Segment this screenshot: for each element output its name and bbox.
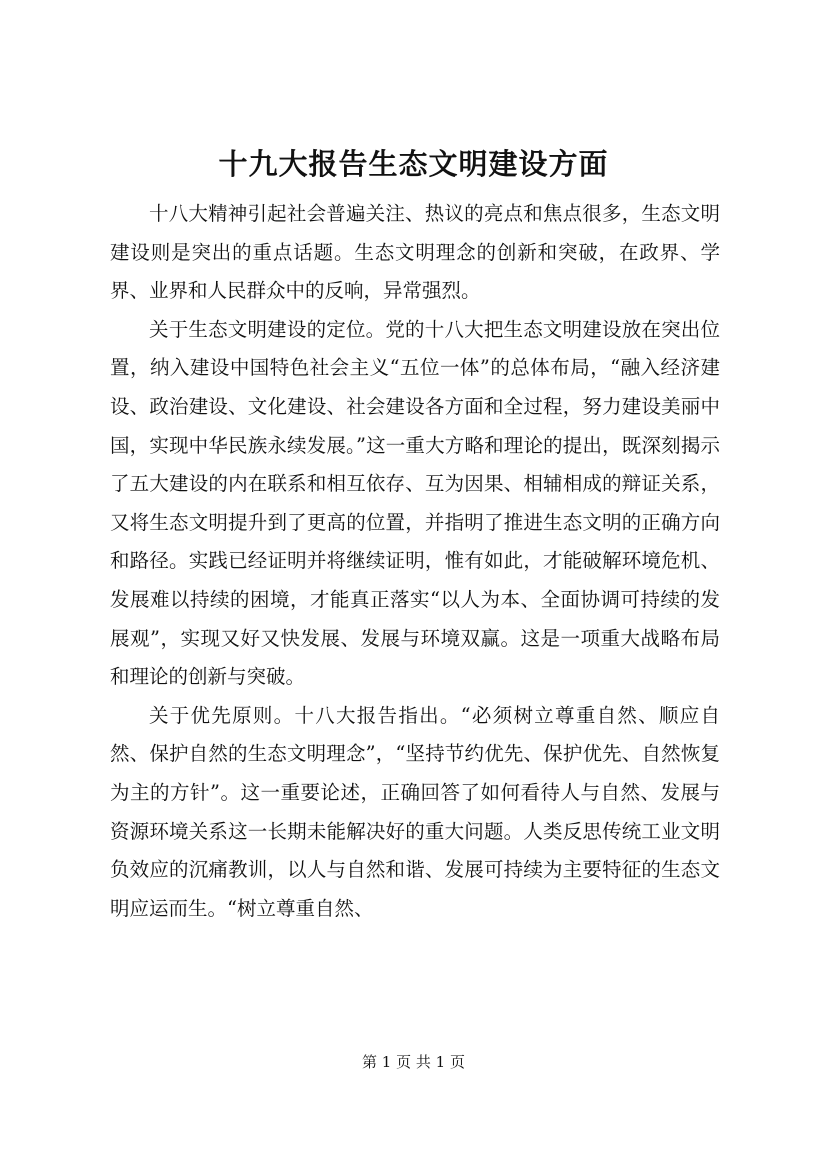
paragraph-1: 十八大精神引起社会普遍关注、热议的亮点和焦点很多，生态文明建设则是突出的重点话题。生态文明理念的创新和突破，在政界、学界、业界和人民群众中的反响，异常强烈。 xyxy=(110,202,720,303)
document-body xyxy=(110,195,720,928)
paragraph-2: 关于生态文明建设的定位。党的十八大把生态文明建设放在突出位置，纳入建设中国特色社会主义“五位一体”的总体布局，“融入经济建设、政治建设、文化建设、社会建设各方面和全过程，努力建设美丽中国，实现中华民族永续发展。”这一重大方略和理论的提出，既深刻揭示了五大建设的内在联系和相互依存、互为因果、相辅相成的辩证关系，又将生态文明提升到了更高的位置，并指明了推进生态文明的正确方向和路径。实践已经证明并将继续证明，惟有如此，才能破解环境危机、发展难以持续的困境，才能真正落实“以人为本、全面协调可持续的发展观”，实现又好又快发展、发展与环境双赢。这是一项重大战略布局和理论的创新与突破。 xyxy=(110,317,720,689)
paragraph-3: 关于优先原则。十八大报告指出。“必须树立尊重自然、顺应自然、保护自然的生态文明理念”，“坚持节约优先、保护优先、自然恢复为主的方针”。这一重要论述，正确回答了如何看待人与自然、发展与资源环境关系这一长期未能解决好的重大问题。人类反思传统工业文明负效应的沉痛教训，以人与自然和谐、发展可持续为主要特征的生态文明应运而生。“树立尊重自然、 xyxy=(110,703,720,920)
page-footer: 第 1 页 共 1 页 xyxy=(362,1053,465,1071)
document-title: 十九大报告生态文明建设方面 xyxy=(218,147,609,181)
